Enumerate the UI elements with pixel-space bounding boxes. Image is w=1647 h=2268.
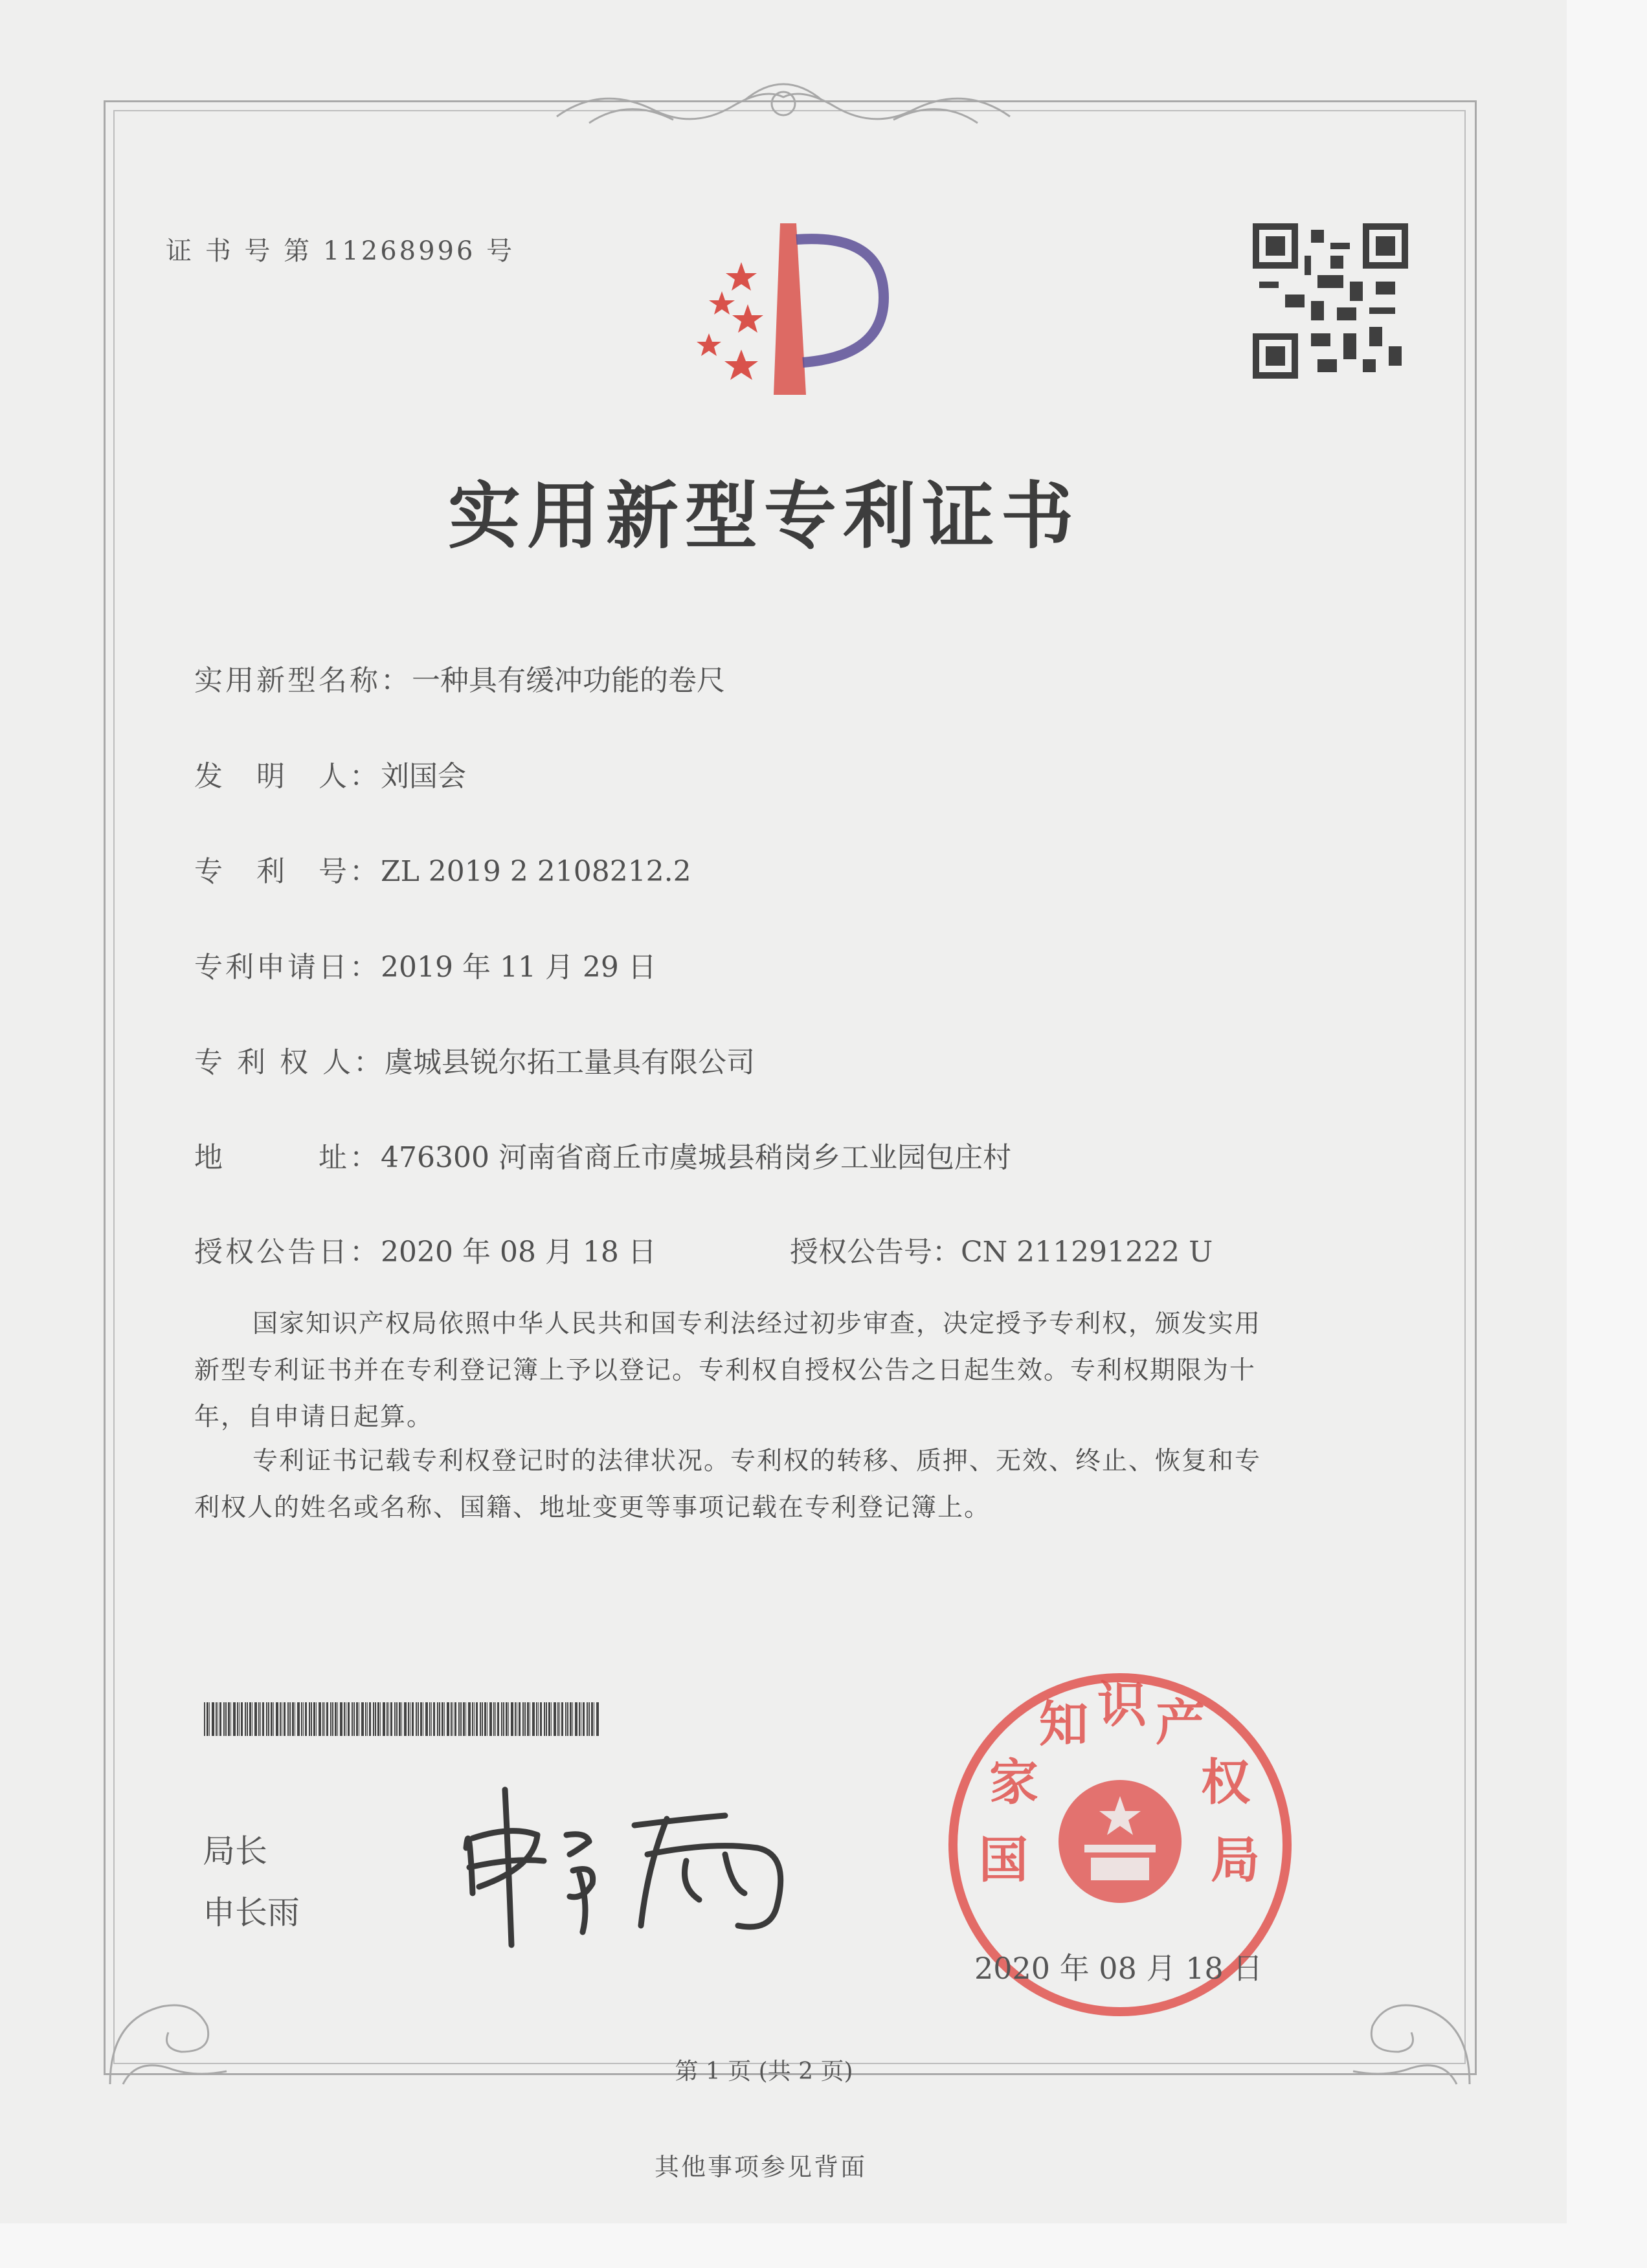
barcode-icon [204,1702,602,1736]
seal-char: 局 [1211,1831,1260,1889]
field-value: ZL 2019 2 2108212.2 [381,855,691,888]
statement-paragraph-2 [194,1438,1379,1531]
field-filing-date [194,944,656,985]
paragraph-line: 新型专利证书并在专利登记簿上予以登记。专利权自授权公告之日起生效。专利权期限为十 [194,1356,1257,1385]
paragraph-line: 专利证书记载专利权登记时的法律状况。专利权的转移、质押、无效、终止、恢复和专 [252,1447,1262,1476]
seal-char: 识 [1097,1676,1147,1733]
page-number: 第 1 页 (共 2 页) [675,2058,853,2085]
field-value: 476300 河南省商丘市虞城县稍岗乡工业园包庄村 [381,1141,1011,1174]
field-label: 地 址： [194,1141,381,1174]
top-ornament-icon [550,71,1016,142]
field-grant-number [790,1228,1213,1270]
seal-char: 国 [979,1831,1028,1889]
field-value: 一种具有缓冲功能的卷尺 [412,664,725,697]
field-value: CN 211291222 U [961,1236,1213,1269]
field-utility-model-name [194,657,725,698]
director-name: 申长雨 [203,1894,300,1931]
field-label: 专 利 权 人： [194,1046,385,1079]
field-grant-date [194,1228,656,1270]
director-signature-icon [453,1777,803,1951]
seal-char: 权 [1201,1753,1250,1811]
paragraph-line: 年，自申请日起算。 [194,1403,434,1432]
field-label: 专利申请日： [194,951,381,984]
statement-paragraph-1 [194,1301,1379,1441]
field-label: 授权公告号： [790,1236,961,1269]
seal-char: 产 [1156,1694,1205,1751]
paragraph-line: 国家知识产权局依照中华人民共和国专利法经过初步审查，决定授予专利权，颁发实用 [252,1309,1262,1339]
qr-code-icon [1253,223,1408,379]
field-inventor [194,753,466,794]
seal-char: 家 [989,1753,1038,1811]
field-value: 2019 年 11 月 29 日 [381,951,656,984]
field-label: 实用新型名称： [194,664,412,697]
paragraph-line: 利权人的姓名或名称、国籍、地址变更等事项记载在专利登记簿上。 [194,1493,991,1522]
field-value: 虞城县锐尔拓工量具有限公司 [384,1046,755,1079]
back-side-note: 其他事项参见背面 [654,2153,867,2181]
document-title: 实用新型专利证书 [448,474,1080,559]
field-patentee [194,1039,755,1080]
field-value: 刘国会 [381,760,466,793]
scan-margin-right [1567,0,1647,2268]
field-value: 2020 年 08 月 18 日 [381,1236,656,1269]
field-label: 授权公告日： [194,1236,381,1269]
field-patent-number [194,848,691,889]
field-address [194,1134,1011,1175]
seal-char: 知 [1039,1695,1088,1753]
director-title: 局长 [203,1832,267,1870]
seal-date: 2020 年 08 月 18 日 [974,1951,1263,1986]
field-label: 专 利 号： [194,855,381,888]
certificate-number: 证 书 号 第 11268996 号 [166,236,515,266]
scan-margin-bottom [0,2223,1567,2268]
cnipa-logo-icon [670,214,910,401]
field-label: 发 明 人： [194,760,381,793]
